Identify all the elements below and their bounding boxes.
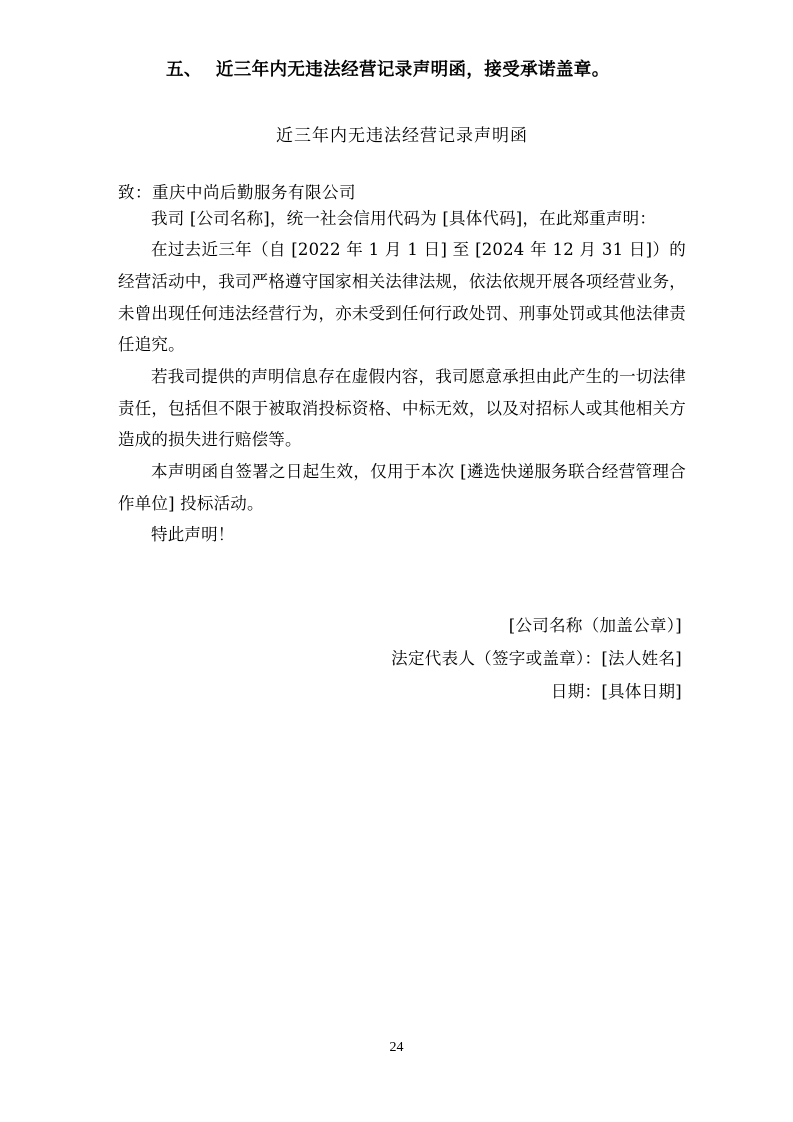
signature-block xyxy=(118,609,686,708)
section-number: 五、 xyxy=(166,60,202,80)
document-title: 近三年内无违法经营记录声明函 xyxy=(276,125,528,146)
paragraph-effectiveness: 本声明函自签署之日起生效，仅用于本次 [遴选快递服务联合经营管理合作单位] 投标活动。 xyxy=(118,461,686,513)
addressee-line: 致：重庆中尚后勤服务有限公司 xyxy=(118,182,356,202)
section-heading-text: 近三年内无违法经营记录声明函，接受承诺盖章。 xyxy=(215,60,610,80)
paragraph-liability: 若我司提供的声明信息存在虚假内容，我司愿意承担由此产生的一切法律责任，包括但不限于被取消投标资格、中标无效，以及对招标人或其他相关方造成的损失进行赔偿等。 xyxy=(118,366,686,450)
paragraph-compliance-record: 在过去近三年（自 [2022 年 1 月 1 日] 至 [2024 年 12 月 31 日]）的经营活动中，我司严格遵守国家相关法律法规，依法依规开展各项经营业务，未曾出现任何违法经营行为，亦未受到任何行政处罚、刑事处罚或其他法律责任追究。 xyxy=(118,240,686,355)
section-heading xyxy=(118,58,686,83)
paragraph-closing: 特此声明！ xyxy=(151,525,235,545)
signature-date: 日期：[具体日期] xyxy=(550,681,682,701)
signature-legal-representative: 法定代表人（签字或盖章）：[法人姓名] xyxy=(391,648,682,668)
paragraph-declaration-intro: 我司 [公司名称]，统一社会信用代码为 [具体代码]，在此郑重声明： xyxy=(151,208,657,228)
page-number: 24 xyxy=(389,1040,404,1055)
document-content xyxy=(118,0,686,708)
signature-company: [公司名称（加盖公章）] xyxy=(508,615,682,635)
